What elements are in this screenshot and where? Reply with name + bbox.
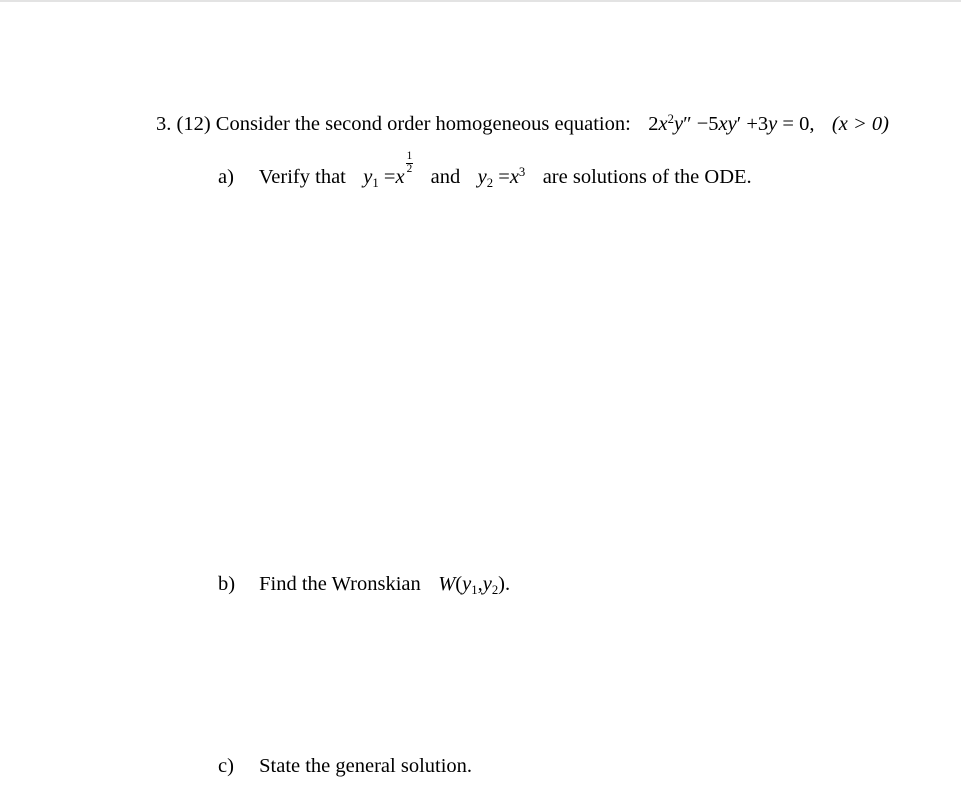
- top-divider: [0, 0, 961, 2]
- part-a-label: a): [218, 165, 234, 188]
- problem-points: (12): [176, 113, 211, 135]
- part-c-text: State the general solution.: [259, 755, 473, 777]
- part-a-text-pre: Verify that: [258, 165, 346, 188]
- part-b-label: b): [218, 573, 236, 595]
- part-b: [218, 573, 511, 598]
- part-a: [218, 150, 752, 190]
- y2-definition: $y_2 =x^3$: [477, 164, 526, 190]
- part-c: [218, 756, 472, 777]
- y1-definition: $y_1 =x$ $\frac{1}{2}$: [363, 150, 413, 190]
- part-c-label: c): [218, 755, 234, 777]
- domain-condition: (x > 0): [831, 113, 889, 135]
- problem-text: Consider the second order homogeneous equation:: [215, 113, 631, 135]
- part-a-text-post: are solutions of the ODE.: [542, 165, 752, 188]
- half-exponent: $\frac{1}{2}$: [406, 150, 413, 176]
- problem-number: 3.: [156, 113, 172, 135]
- problem-statement: [156, 114, 889, 135]
- part-b-text: Find the Wronskian: [259, 573, 421, 595]
- wronskian-expression: $W(y_1,y_2)$.: [438, 573, 511, 598]
- part-a-and: and: [430, 165, 461, 188]
- differential-equation: $2x^2y'' -5xy' +3y = 0$,: [648, 112, 815, 135]
